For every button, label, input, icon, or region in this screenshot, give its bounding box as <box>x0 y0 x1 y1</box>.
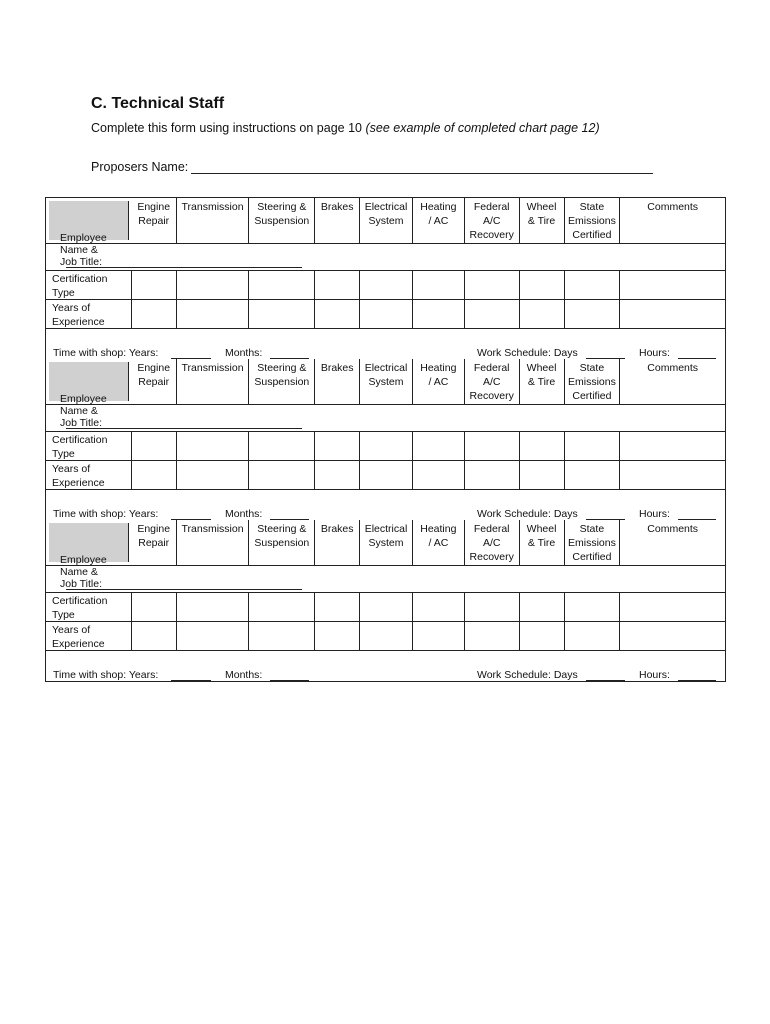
column-header <box>360 359 413 404</box>
certification-row <box>46 432 725 461</box>
time-with-shop-row <box>46 329 725 359</box>
entry-cell[interactable] <box>249 461 315 489</box>
entry-cell[interactable] <box>413 593 465 621</box>
column-header <box>520 198 565 243</box>
text-line: Steering & <box>257 523 307 535</box>
employee-label-text: Employee Name & Job Title: <box>60 393 107 429</box>
entry-cell[interactable] <box>360 271 413 299</box>
proposers-name-field[interactable] <box>191 161 653 174</box>
years-experience-row <box>46 622 725 651</box>
column-header <box>315 359 360 404</box>
days-group <box>477 669 625 681</box>
entry-cell[interactable] <box>177 432 250 460</box>
entry-cell[interactable] <box>249 622 315 650</box>
instructions <box>91 121 600 135</box>
entry-cell[interactable] <box>177 622 250 650</box>
column-header <box>620 359 725 404</box>
proposers-name-label: Proposers Name: <box>91 160 189 174</box>
column-header <box>132 198 177 243</box>
row-label <box>46 300 132 328</box>
employee-label-text: Employee Name & Job Title: <box>60 232 107 268</box>
years-label: Time with shop: Years: <box>53 669 159 681</box>
entry-cell[interactable] <box>465 300 520 328</box>
years-group <box>53 347 211 359</box>
years-group <box>53 508 211 520</box>
hours-field[interactable] <box>678 670 716 681</box>
text-line: Certification <box>52 595 108 607</box>
column-header <box>620 198 725 243</box>
entry-cell[interactable] <box>413 300 465 328</box>
entry-cell[interactable] <box>620 432 725 460</box>
text-line: Federal <box>473 523 510 535</box>
text-line: Type <box>52 287 75 299</box>
employee-name-field[interactable] <box>66 579 302 590</box>
employee-label-text: Employee Name & Job Title: <box>60 554 107 590</box>
text-line: Certified <box>572 229 612 241</box>
text-line: / AC <box>428 376 449 388</box>
entry-cell[interactable] <box>465 432 520 460</box>
text-line: Brakes <box>320 362 354 374</box>
text-line: Wheel <box>526 362 557 374</box>
entry-cell[interactable] <box>360 593 413 621</box>
text-line: Heating <box>420 362 457 374</box>
technical-staff-form <box>45 197 726 682</box>
text-line: Transmission <box>181 362 244 374</box>
hours-label: Hours: <box>639 508 670 520</box>
entry-cell[interactable] <box>620 271 725 299</box>
entry-cell[interactable] <box>413 432 465 460</box>
months-group <box>225 669 309 681</box>
text-line: Suspension <box>254 215 310 227</box>
text-line: Electrical <box>364 362 408 374</box>
entry-cell[interactable] <box>249 300 315 328</box>
text-line: Comments <box>647 362 699 374</box>
text-line: Type <box>52 448 75 460</box>
entry-cell[interactable] <box>565 432 621 460</box>
column-header-row <box>46 198 725 243</box>
column-header <box>465 520 520 565</box>
column-header <box>520 520 565 565</box>
days-group <box>477 347 625 359</box>
column-header <box>413 359 465 404</box>
text-line: Federal <box>473 201 510 213</box>
text-line: Emissions <box>567 376 616 388</box>
hours-group <box>639 669 716 681</box>
text-line: A/C <box>482 537 501 549</box>
entry-cell[interactable] <box>315 622 360 650</box>
certification-row <box>46 593 725 622</box>
years-experience-row <box>46 300 725 329</box>
entry-cell[interactable] <box>177 461 250 489</box>
proposers-name-row <box>91 160 653 174</box>
text-line: Recovery <box>469 390 514 402</box>
column-header <box>132 359 177 404</box>
staff-block <box>46 198 725 359</box>
text-line: Suspension <box>254 537 310 549</box>
column-header <box>465 198 520 243</box>
text-line: System <box>368 215 404 227</box>
column-header <box>177 198 250 243</box>
row-label <box>46 461 132 489</box>
entry-cell[interactable] <box>520 461 565 489</box>
row-label <box>46 271 132 299</box>
text-line: System <box>368 537 404 549</box>
column-header <box>249 198 315 243</box>
years-label: Time with shop: Years: <box>53 347 159 359</box>
text-line: Repair <box>138 215 170 227</box>
text-line: Comments <box>647 201 699 213</box>
entry-cell[interactable] <box>620 300 725 328</box>
days-field[interactable] <box>586 509 625 520</box>
entry-cell[interactable] <box>520 300 565 328</box>
entry-cell[interactable] <box>565 622 621 650</box>
entry-cell[interactable] <box>360 622 413 650</box>
column-header <box>249 520 315 565</box>
entry-cell[interactable] <box>520 622 565 650</box>
days-group <box>477 508 625 520</box>
days-field[interactable] <box>586 670 625 681</box>
instructions-note: (see example of completed chart page 12) <box>365 121 600 135</box>
hours-field[interactable] <box>678 348 716 359</box>
text-line: Heating <box>420 523 457 535</box>
months-label: Months: <box>225 669 263 681</box>
text-line: State <box>579 523 605 535</box>
months-label: Months: <box>225 508 263 520</box>
entry-cell[interactable] <box>413 461 465 489</box>
text-line: / AC <box>428 215 449 227</box>
certification-row <box>46 271 725 300</box>
entry-cell[interactable] <box>315 593 360 621</box>
entry-cell[interactable] <box>520 271 565 299</box>
text-line: Steering & <box>257 362 307 374</box>
text-line: Repair <box>138 537 170 549</box>
column-header-row <box>46 359 725 404</box>
entry-cell[interactable] <box>132 593 177 621</box>
row-label <box>46 432 132 460</box>
text-line: Certified <box>572 551 612 563</box>
entry-cell[interactable] <box>565 300 621 328</box>
text-line: Years of <box>52 463 91 475</box>
employee-name-field[interactable] <box>66 418 302 429</box>
column-header <box>465 359 520 404</box>
entry-cell[interactable] <box>249 593 315 621</box>
column-header <box>520 359 565 404</box>
text-line: Recovery <box>469 229 514 241</box>
text-line: Experience <box>52 316 105 328</box>
column-header <box>413 520 465 565</box>
column-header <box>565 520 621 565</box>
entry-cell[interactable] <box>132 622 177 650</box>
entry-cell[interactable] <box>360 300 413 328</box>
employee-name-field[interactable] <box>66 257 302 268</box>
entry-cell[interactable] <box>249 432 315 460</box>
hours-group <box>639 508 716 520</box>
column-header <box>413 198 465 243</box>
entry-cell[interactable] <box>620 593 725 621</box>
hours-group <box>639 347 716 359</box>
column-header <box>249 359 315 404</box>
years-group <box>53 669 211 681</box>
months-field[interactable] <box>270 348 309 359</box>
years-field[interactable] <box>171 509 211 520</box>
hours-label: Hours: <box>639 669 670 681</box>
text-line: Suspension <box>254 376 310 388</box>
text-line: State <box>579 362 605 374</box>
text-line: State <box>579 201 605 213</box>
months-group <box>225 508 309 520</box>
text-line: / AC <box>428 537 449 549</box>
column-header <box>177 520 250 565</box>
entry-cell[interactable] <box>465 622 520 650</box>
entry-cell[interactable] <box>315 300 360 328</box>
text-line: Recovery <box>469 551 514 563</box>
text-line: Experience <box>52 477 105 489</box>
row-label <box>46 593 132 621</box>
text-line: Certification <box>52 273 108 285</box>
entry-cell[interactable] <box>565 593 621 621</box>
text-line: Comments <box>647 523 699 535</box>
text-line: Repair <box>138 376 170 388</box>
years-field[interactable] <box>171 670 211 681</box>
entry-cell[interactable] <box>465 593 520 621</box>
column-header <box>315 198 360 243</box>
column-header <box>360 198 413 243</box>
entry-cell[interactable] <box>315 432 360 460</box>
entry-cell[interactable] <box>465 271 520 299</box>
column-header <box>360 520 413 565</box>
text-line: Steering & <box>257 201 307 213</box>
entry-cell[interactable] <box>565 461 621 489</box>
entry-cell[interactable] <box>132 461 177 489</box>
text-line: & Tire <box>527 215 556 227</box>
months-group <box>225 347 309 359</box>
text-line: Heating <box>420 201 457 213</box>
instructions-text: Complete this form using instructions on page 10 <box>91 121 366 135</box>
entry-cell[interactable] <box>177 271 250 299</box>
hours-label: Hours: <box>639 347 670 359</box>
text-line: Transmission <box>181 201 244 213</box>
years-field[interactable] <box>171 348 211 359</box>
days-field[interactable] <box>586 348 625 359</box>
column-header <box>132 520 177 565</box>
text-line: Years of <box>52 624 91 636</box>
entry-cell[interactable] <box>315 271 360 299</box>
hours-field[interactable] <box>678 509 716 520</box>
text-line: A/C <box>482 215 501 227</box>
text-line: Type <box>52 609 75 621</box>
text-line: Engine <box>137 362 171 374</box>
days-label: Work Schedule: Days <box>477 669 578 681</box>
text-line: Engine <box>137 201 171 213</box>
entry-cell[interactable] <box>465 461 520 489</box>
text-line: Wheel <box>526 201 557 213</box>
column-header <box>620 520 725 565</box>
text-line: Brakes <box>320 201 354 213</box>
column-header <box>565 359 621 404</box>
entry-cell[interactable] <box>520 432 565 460</box>
text-line: Years of <box>52 302 91 314</box>
text-line: & Tire <box>527 376 556 388</box>
entry-cell[interactable] <box>132 300 177 328</box>
page-title: C. Technical Staff <box>91 95 225 112</box>
column-header-row <box>46 520 725 565</box>
entry-cell[interactable] <box>360 432 413 460</box>
text-line: Brakes <box>320 523 354 535</box>
months-label: Months: <box>225 347 263 359</box>
column-header <box>315 520 360 565</box>
entry-cell[interactable] <box>413 271 465 299</box>
text-line: Electrical <box>364 201 408 213</box>
years-label: Time with shop: Years: <box>53 508 159 520</box>
text-line: Experience <box>52 638 105 650</box>
entry-cell[interactable] <box>413 622 465 650</box>
text-line: Emissions <box>567 215 616 227</box>
months-field[interactable] <box>270 509 309 520</box>
entry-cell[interactable] <box>177 300 250 328</box>
entry-cell[interactable] <box>360 461 413 489</box>
entry-cell[interactable] <box>315 461 360 489</box>
text-line: Electrical <box>364 523 408 535</box>
text-line: & Tire <box>527 537 556 549</box>
text-line: Federal <box>473 362 510 374</box>
entry-cell[interactable] <box>249 271 315 299</box>
text-line: Engine <box>137 523 171 535</box>
text-line: Certified <box>572 390 612 402</box>
entry-cell[interactable] <box>620 461 725 489</box>
staff-block <box>46 520 725 681</box>
entry-cell[interactable] <box>565 271 621 299</box>
entry-cell[interactable] <box>620 622 725 650</box>
days-label: Work Schedule: Days <box>477 508 578 520</box>
row-label <box>46 622 132 650</box>
entry-cell[interactable] <box>177 593 250 621</box>
time-with-shop-row <box>46 490 725 520</box>
years-experience-row <box>46 461 725 490</box>
staff-block <box>46 359 725 520</box>
text-line: Wheel <box>526 523 557 535</box>
text-line: Certification <box>52 434 108 446</box>
text-line: System <box>368 376 404 388</box>
time-with-shop-row <box>46 651 725 681</box>
days-label: Work Schedule: Days <box>477 347 578 359</box>
text-line: A/C <box>482 376 501 388</box>
text-line: Transmission <box>181 523 244 535</box>
column-header <box>177 359 250 404</box>
entry-cell[interactable] <box>132 271 177 299</box>
text-line: Emissions <box>567 537 616 549</box>
months-field[interactable] <box>270 670 309 681</box>
column-header <box>565 198 621 243</box>
entry-cell[interactable] <box>520 593 565 621</box>
entry-cell[interactable] <box>132 432 177 460</box>
